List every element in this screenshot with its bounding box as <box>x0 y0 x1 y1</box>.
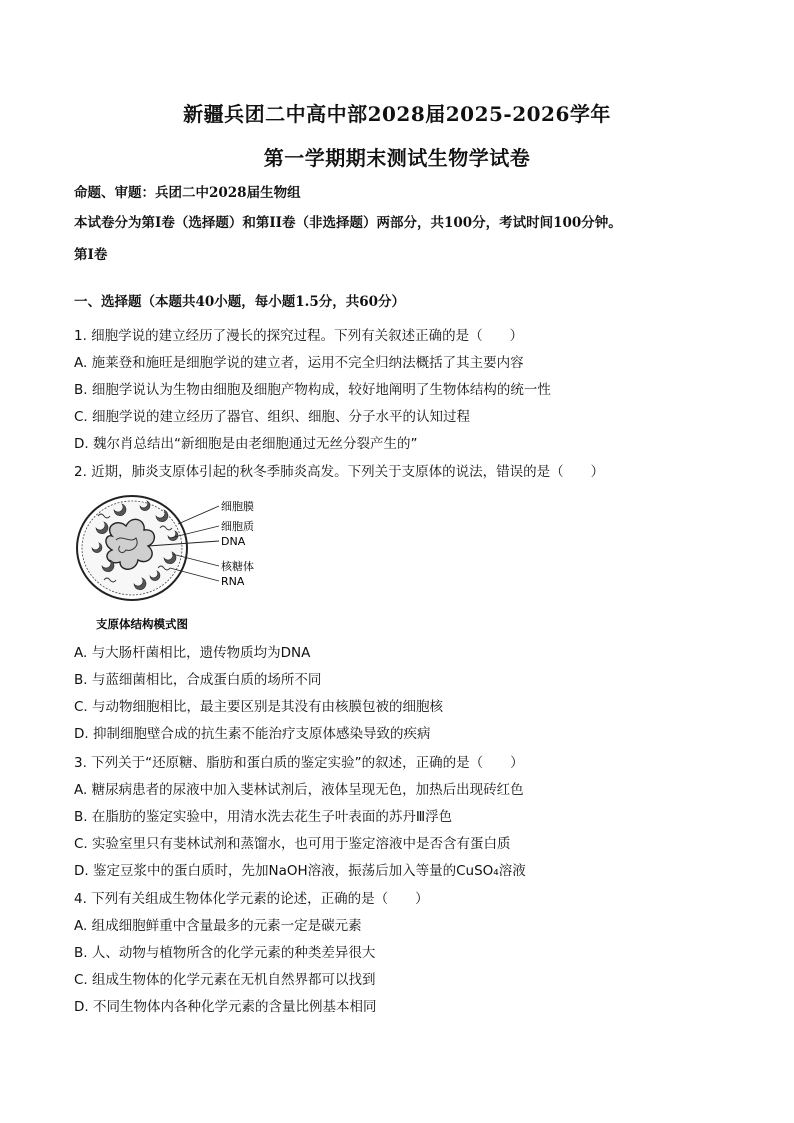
label-cytoplasm: 细胞质 <box>221 520 254 533</box>
question-4-stem: 4. 下列有关组成生物体化学元素的论述，正确的是（ ） <box>74 891 429 907</box>
question-3-option-b: B. 在脂肪的鉴定实验中，用清水洗去花生子叶表面的苏丹Ⅲ浮色 <box>74 809 453 825</box>
question-2-option-b: B. 与蓝细菌相比，合成蛋白质的场所不同 <box>74 672 322 688</box>
exam-title-line2: 第一学期期末测试生物学试卷 <box>263 146 531 170</box>
mycoplasma-diagram <box>74 488 264 638</box>
question-2-option-d: D. 抑制细胞壁合成的抗生素不能治疗支原体感染导致的疾病 <box>74 726 431 742</box>
question-4-option-b: B. 人、动物与植物所含的化学元素的种类差异很大 <box>74 945 376 961</box>
question-1-option-c: C. 细胞学说的建立经历了器官、组织、细胞、分子水平的认知过程 <box>74 409 471 425</box>
section-heading: 一、选择题（本题共40小题，每小题1.5分，共60分） <box>74 294 406 310</box>
question-2-stem: 2. 近期，肺炎支原体引起的秋冬季肺炎高发。下列关于支原体的说法，错误的是（ ） <box>74 464 605 480</box>
question-4-option-c: C. 组成生物体的化学元素在无机自然界都可以找到 <box>74 972 376 988</box>
question-3-option-d: D. 鉴定豆浆中的蛋白质时，先加NaOH溶液，振荡后加入等量的CuSO₄溶液 <box>74 863 526 879</box>
question-4-option-d: D. 不同生物体内各种化学元素的含量比例基本相同 <box>74 999 377 1015</box>
question-1-stem: 1. 细胞学说的建立经历了漫长的探究过程。下列有关叙述正确的是（ ） <box>74 328 524 344</box>
question-1-option-d: D. 魏尔肖总结出“新细胞是由老细胞通过无丝分裂产生的” <box>74 436 418 452</box>
label-rna: RNA <box>221 575 245 588</box>
instructions-line: 本试卷分为第I卷（选择题）和第II卷（非选择题）两部分，共100分，考试时间100分钟。 <box>74 215 622 231</box>
label-ribosome: 核糖体 <box>221 560 254 573</box>
question-2-option-a: A. 与大肠杆菌相比，遗传物质均为DNA <box>74 645 311 661</box>
question-3-option-a: A. 糖尿病患者的尿液中加入斐林试剂后，液体呈现无色，加热后出现砖红色 <box>74 782 524 798</box>
label-dna: DNA <box>221 535 246 548</box>
question-1-option-b: B. 细胞学说认为生物由细胞及细胞产物构成，较好地阐明了生物体结构的统一性 <box>74 382 551 398</box>
question-2-option-c: C. 与动物细胞相比，最主要区别是其没有由核膜包被的细胞核 <box>74 699 444 715</box>
question-3-stem: 3. 下列关于“还原糖、脂肪和蛋白质的鉴定实验”的叙述，正确的是（ ） <box>74 755 524 771</box>
volume-heading: 第I卷 <box>74 247 108 263</box>
authors-line: 命题、审题：兵团二中2028届生物组 <box>74 185 301 201</box>
exam-title-line1: 新疆兵团二中高中部2028届2025-2026学年 <box>183 102 611 126</box>
question-3-option-c: C. 实验室里只有斐林试剂和蒸馏水，也可用于鉴定溶液中是否含有蛋白质 <box>74 836 511 852</box>
figure-caption: 支原体结构模式图 <box>96 617 188 631</box>
label-cell-membrane: 细胞膜 <box>221 500 254 513</box>
question-1-option-a: A. 施莱登和施旺是细胞学说的建立者，运用不完全归纳法概括了其主要内容 <box>74 355 524 371</box>
question-4-option-a: A. 组成细胞鲜重中含量最多的元素一定是碳元素 <box>74 918 362 934</box>
